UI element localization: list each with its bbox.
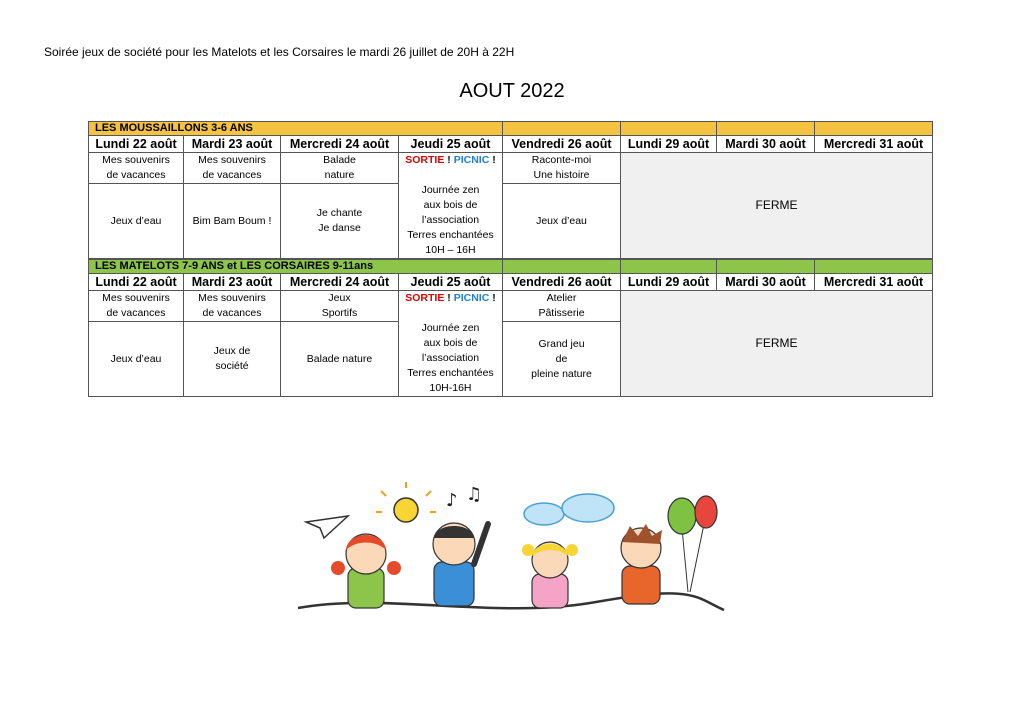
child-girl-redhair-icon <box>331 534 401 608</box>
closed-cell: FERME <box>621 153 933 259</box>
day-header: Mercredi 31 août <box>815 136 933 153</box>
child-boy-orange-icon <box>621 524 662 604</box>
activity-cell: Jeux Sportifs <box>281 291 399 322</box>
sun-icon <box>376 482 436 522</box>
balloons-icon <box>668 496 717 592</box>
group-band <box>89 260 933 274</box>
activity-cell: Je chante Je danse <box>281 184 399 259</box>
day-header: Mardi 23 août <box>184 274 281 291</box>
clouds-icon <box>524 494 614 525</box>
day-header: Mercredi 31 août <box>815 274 933 291</box>
activity-cell: Jeux d’eau <box>89 184 184 259</box>
child-boy-waving-icon <box>433 523 488 606</box>
day-header: Jeudi 25 août <box>399 136 503 153</box>
sortie-label: SORTIE <box>405 154 445 166</box>
sortie-label: SORTIE <box>405 292 445 304</box>
picnic-label: PICNIC <box>453 154 490 166</box>
picnic-label: PICNIC <box>453 292 490 304</box>
activity-cell: Jeux d’eau <box>503 184 621 259</box>
activity-cell: Bim Bam Boum ! <box>184 184 281 259</box>
activity-cell: Mes souvenirs de vacances <box>89 153 184 184</box>
activity-cell: Grand jeu de pleine nature <box>503 322 621 397</box>
day-header: Lundi 22 août <box>89 274 184 291</box>
group-title: LES MOUSSAILLONS 3-6 ANS <box>89 122 503 136</box>
top-note: Soirée jeux de société pour les Matelots et les Corsaires le mardi 26 juillet de 20H à 22H <box>44 45 515 59</box>
day-header: Vendredi 26 août <box>503 136 621 153</box>
day-header: Mardi 30 août <box>717 136 815 153</box>
svg-text:♪: ♪ <box>446 490 458 511</box>
group-title: LES MATELOTS 7-9 ANS et LES CORSAIRES 9-11ans <box>89 260 503 274</box>
outing-cell: SORTIE ! PICNIC ! Journée zen aux bois de l’association Terres enchantées 10H-16H <box>399 291 503 397</box>
day-header: Mardi 30 août <box>717 274 815 291</box>
day-header: Mercredi 24 août <box>281 274 399 291</box>
day-header: Lundi 29 août <box>621 274 717 291</box>
activity-cell: Jeux de société <box>184 322 281 397</box>
activity-cell: Balade nature <box>281 153 399 184</box>
music-notes-icon <box>446 484 482 511</box>
activity-cell: Balade nature <box>281 322 399 397</box>
schedule-table-moussaillons <box>88 121 933 259</box>
day-header: Jeudi 25 août <box>399 274 503 291</box>
schedule-table-matelots-corsaires <box>88 259 933 397</box>
activity-cell: Jeux d’eau <box>89 322 184 397</box>
day-header-row <box>89 136 933 153</box>
activity-cell: Raconte-moi Une histoire <box>503 153 621 184</box>
activity-cell: Mes souvenirs de vacances <box>184 153 281 184</box>
activity-row-morning <box>89 291 933 322</box>
paper-plane-icon <box>306 516 348 538</box>
activity-cell: Atelier Pâtisserie <box>503 291 621 322</box>
group-band <box>89 122 933 136</box>
children-illustration <box>296 480 726 620</box>
day-header: Mardi 23 août <box>184 136 281 153</box>
activity-row-morning <box>89 153 933 184</box>
activity-cell: Mes souvenirs de vacances <box>184 291 281 322</box>
activity-cell: Mes souvenirs de vacances <box>89 291 184 322</box>
day-header: Mercredi 24 août <box>281 136 399 153</box>
day-header-row <box>89 274 933 291</box>
outing-cell: SORTIE ! PICNIC ! Journée zen aux bois de l’association Terres enchantées 10H – 16H <box>399 153 503 259</box>
day-header: Lundi 22 août <box>89 136 184 153</box>
child-girl-yellowhair-icon <box>522 542 578 608</box>
closed-cell: FERME <box>621 291 933 397</box>
month-title: AOUT 2022 <box>459 80 565 102</box>
day-header: Vendredi 26 août <box>503 274 621 291</box>
svg-text:♫: ♫ <box>466 484 483 505</box>
day-header: Lundi 29 août <box>621 136 717 153</box>
